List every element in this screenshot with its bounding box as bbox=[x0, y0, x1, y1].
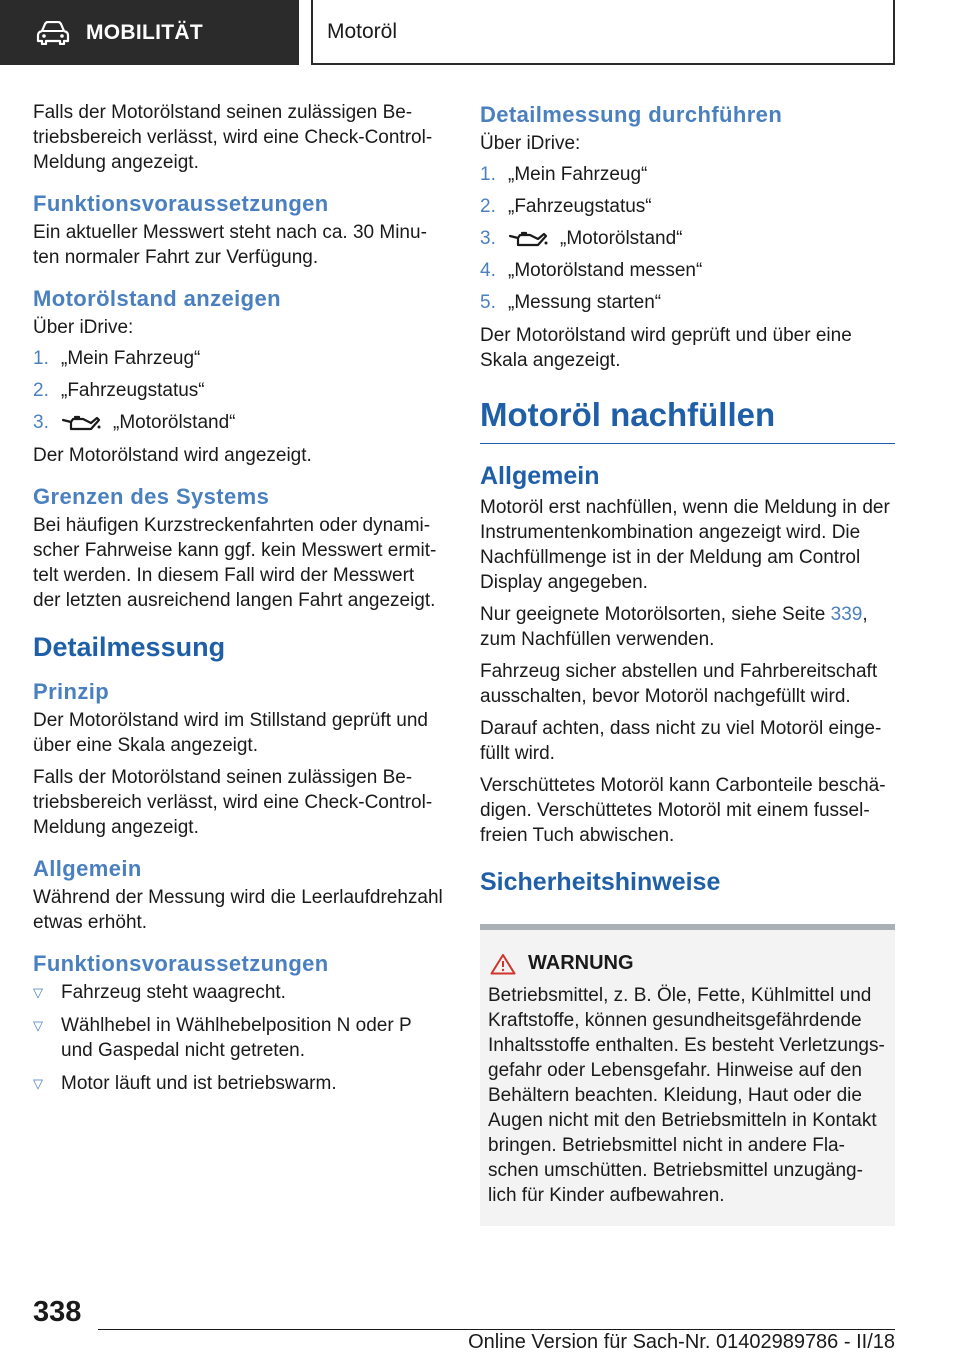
requirements-list bbox=[33, 980, 443, 1096]
system-limits-text: Bei häufigen Kurzstreckenfahrten oder dynami-scher Fahrweise kann ggf. kein Messwert ermit-telt werden. In diesem Fall wird der Messwert der letzten ausreichend langen Fahrt angezeigt. bbox=[33, 515, 437, 611]
oil-level-checked-text: Der Motorölstand wird geprüft und über eine Skala angezeigt. bbox=[480, 325, 852, 371]
list-item bbox=[480, 227, 895, 251]
footer-text: Online Version für Sach-Nr. 01402989786 - II/18 bbox=[468, 1331, 895, 1353]
list-item bbox=[480, 291, 895, 315]
bullet-text: Fahrzeug steht waagrecht. bbox=[61, 982, 286, 1003]
header-section-label: MOBILITÄT bbox=[86, 20, 204, 44]
warning-text: Betriebsmittel, z. B. Öle, Fette, Kühlmittel und Kraftstoffe, können gesundheitsgefährdende Inhaltsstoffe enthalten. Es besteht Verletzungs-gefahr oder Lebensgefahr. Hinweise auf den Behältern beachten. Kleidung, Haut oder die Augen nicht mit den Betriebsmitteln in Kontakt bringen. Betriebsmittel nicht in andere Fla-schen umschütten. Betriebsmittel unzugäng-lich für Kinder aufbewahren. bbox=[488, 985, 885, 1206]
general-text-5: Verschüttetes Motoröl kann Carbonteile beschä-digen. Verschüttetes Motoröl mit einem fussel-freien Tuch abwischen. bbox=[480, 775, 886, 846]
step-text: „Mein Fahrzeug“ bbox=[508, 164, 648, 185]
general-text-3: Fahrzeug sicher abstellen und Fahrbereitschaft ausschalten, bevor Motoröl nachgefüllt wird. bbox=[480, 661, 878, 707]
principle-text-1: Der Motorölstand wird im Stillstand geprüft und über eine Skala angezeigt. bbox=[33, 710, 428, 756]
oil-can-icon bbox=[508, 230, 548, 248]
header-chapter-label: Motoröl bbox=[327, 19, 398, 43]
heading-general: Allgemein bbox=[33, 856, 142, 881]
step-number: 3. bbox=[480, 228, 496, 249]
heading-perform-detail-measurement: Detailmessung durchführen bbox=[480, 102, 783, 127]
heading-system-limits: Grenzen des Systems bbox=[33, 484, 270, 509]
function-requirements-text: Ein aktueller Messwert steht nach ca. 30 Minu-ten normaler Fahrt zur Verfügung. bbox=[33, 222, 427, 268]
warning-title: WARNUNG bbox=[528, 952, 634, 974]
right-column bbox=[480, 100, 895, 1226]
intro-paragraph: Falls der Motorölstand seinen zulässigen Be-triebsbereich verlässt, wird eine Check-Control-Meldung angezeigt. bbox=[33, 102, 433, 173]
general-text-2-before: Nur geeignete Motorölsorten, siehe Seite bbox=[480, 604, 826, 625]
general-text-2 bbox=[480, 602, 895, 652]
oil-level-shown-text: Der Motorölstand wird angezeigt. bbox=[33, 445, 312, 466]
general-text-1: Motoröl erst nachfüllen, wenn die Meldung in der Instrumentenkombination angezeigt wird. Die Nachfüllmenge ist in der Meldung am Control Display angegeben. bbox=[480, 497, 890, 593]
page-reference-link[interactable]: 339 bbox=[830, 604, 863, 625]
heading-function-requirements: Funktionsvoraussetzungen bbox=[33, 191, 329, 216]
step-number: 2. bbox=[33, 380, 49, 401]
bullet-text: Motor läuft und ist betriebswarm. bbox=[61, 1073, 337, 1094]
list-item bbox=[480, 259, 895, 283]
heading-show-oil-level: Motorölstand anzeigen bbox=[33, 286, 281, 311]
detail-measurement-steps bbox=[480, 163, 895, 315]
general-text-4: Darauf achten, dass nicht zu viel Motoröl einge-füllt wird. bbox=[480, 718, 882, 764]
step-text: „Fahrzeugstatus“ bbox=[508, 196, 652, 217]
footer-divider bbox=[98, 1329, 895, 1330]
list-item bbox=[33, 1013, 443, 1063]
list-item bbox=[33, 379, 443, 403]
warning-triangle-icon bbox=[490, 953, 516, 975]
principle-text-2: Falls der Motorölstand seinen zulässigen Be-triebsbereich verlässt, wird eine Check-Control-Meldung angezeigt. bbox=[33, 767, 433, 838]
header-section-tab bbox=[0, 0, 299, 65]
header-chapter-tab bbox=[311, 0, 895, 65]
step-number: 3. bbox=[33, 412, 49, 433]
heading-refill-oil: Motoröl nachfüllen bbox=[480, 395, 895, 444]
heading-general: Allgemein bbox=[480, 462, 600, 490]
step-text: „Fahrzeugstatus“ bbox=[61, 380, 205, 401]
list-item bbox=[33, 980, 443, 1005]
left-column bbox=[33, 100, 443, 1104]
page-number: 338 bbox=[33, 1296, 82, 1328]
step-text: „Mein Fahrzeug“ bbox=[61, 348, 201, 369]
list-item bbox=[480, 163, 895, 187]
heading-principle: Prinzip bbox=[33, 679, 110, 704]
heading-function-requirements-2: Funktionsvoraussetzungen bbox=[33, 951, 329, 976]
step-number: 2. bbox=[480, 196, 496, 217]
list-item bbox=[33, 347, 443, 371]
idrive-label: Über iDrive: bbox=[480, 133, 581, 154]
car-icon bbox=[36, 21, 70, 45]
heading-safety-notes: Sicherheitshinweise bbox=[480, 868, 721, 896]
list-item bbox=[33, 1071, 443, 1096]
general-text-2-after: , zum Nachfüllen verwenden. bbox=[480, 604, 868, 650]
step-number: 5. bbox=[480, 292, 496, 313]
step-text: „Motorölstand“ bbox=[560, 228, 683, 249]
step-number: 4. bbox=[480, 260, 496, 281]
show-oil-level-steps bbox=[33, 347, 443, 435]
triangle-bullet-icon: ▽ bbox=[33, 1076, 43, 1091]
list-item bbox=[33, 411, 443, 435]
oil-can-icon bbox=[61, 414, 101, 432]
heading-detail-measurement: Detailmessung bbox=[33, 632, 226, 662]
general-text: Während der Messung wird die Leerlaufdrehzahl etwas erhöht. bbox=[33, 887, 443, 933]
step-text: „Motorölstand“ bbox=[113, 412, 236, 433]
step-number: 1. bbox=[33, 348, 49, 369]
step-number: 1. bbox=[480, 164, 496, 185]
bullet-text: Wählhebel in Wählhebelposition N oder P und Gaspedal nicht getreten. bbox=[61, 1015, 412, 1061]
list-item bbox=[480, 195, 895, 219]
step-text: „Messung starten“ bbox=[508, 292, 662, 313]
triangle-bullet-icon: ▽ bbox=[33, 985, 43, 1000]
step-text: „Motorölstand messen“ bbox=[508, 260, 703, 281]
warning-header bbox=[488, 952, 885, 975]
triangle-bullet-icon: ▽ bbox=[33, 1018, 43, 1033]
idrive-label: Über iDrive: bbox=[33, 317, 134, 338]
warning-box bbox=[480, 924, 895, 1226]
